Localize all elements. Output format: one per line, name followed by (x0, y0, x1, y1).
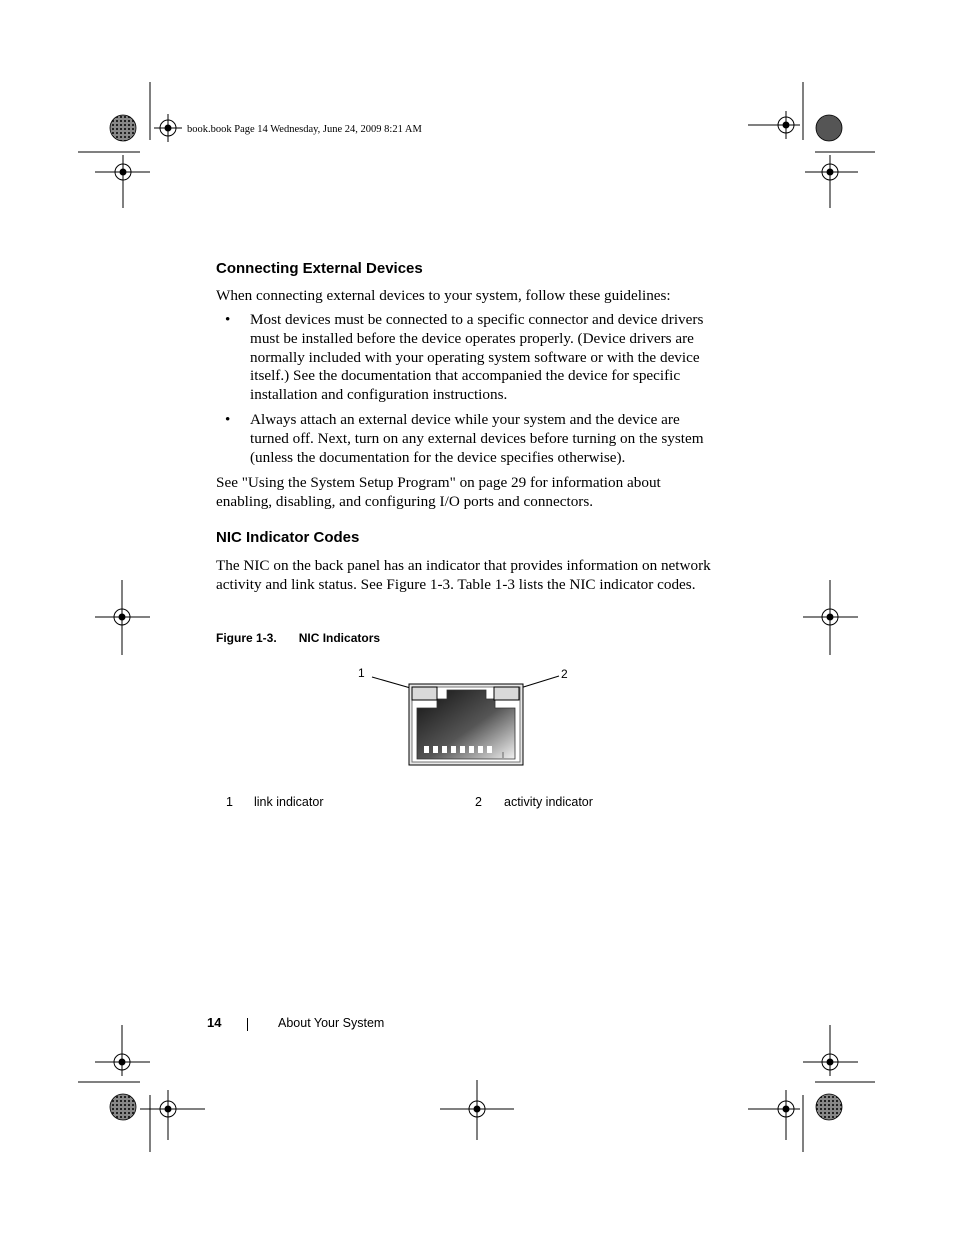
legend-label-activity-indicator: activity indicator (504, 795, 593, 809)
list-item (216, 311, 716, 405)
figure-title: NIC Indicators (298, 631, 381, 645)
legend-label-link-indicator: link indicator (254, 795, 324, 809)
bullet-icon: • (225, 311, 231, 328)
footer-section-title: About Your System (278, 1016, 385, 1030)
registration-mark-bottom-right (748, 1025, 875, 1152)
bullet-icon: • (225, 410, 231, 428)
footer-divider (247, 1018, 248, 1031)
activity-indicator-led (494, 687, 519, 700)
figure-number: Figure 1-3. (216, 631, 277, 645)
section-heading-connecting-devices: Connecting External Devices (216, 260, 423, 277)
callout-leader-1 (372, 677, 414, 689)
bullet-text: Always attach an external device while your system and the device are turned off. Next, turn on any external devices before turning on the system (unless the documentation for the device specifies otherwise). (250, 410, 704, 466)
see-also-paragraph: See "Using the System Setup Program" on page 29 for information about enabling, disabling, and configuring I/O ports and connectors. (216, 474, 661, 510)
registration-mark-mid-right (803, 580, 858, 655)
registration-mark-bottom-center (440, 1080, 514, 1140)
registration-mark-bottom-left (78, 1025, 205, 1152)
registration-mark-top-right (748, 82, 875, 208)
registration-mark-top-left (78, 82, 182, 208)
intro-paragraph: When connecting external devices to your system, follow these guidelines: (216, 287, 671, 304)
print-slug: book.book Page 14 Wednesday, June 24, 2009 8:21 AM (187, 124, 422, 135)
legend-number-2: 2 (475, 795, 482, 809)
nic-body-paragraph: The NIC on the back panel has an indicator that provides information on network activity and link status. See Figure 1-3. Table 1-3 lists the NIC indicator codes. (216, 557, 711, 593)
list-item (216, 411, 716, 467)
link-indicator-led (412, 687, 437, 700)
bullet-text: Most devices must be connected to a specific connector and device drivers must be installed before the device operates properly. (Device drivers are normally included with your operating system software or with the device itself.) See the documentation that accompanied the device for specific installation and configuration instructions. (250, 311, 704, 404)
callout-number-1: 1 (358, 666, 365, 680)
registration-mark-mid-left (95, 580, 150, 655)
legend-number-1: 1 (226, 795, 233, 809)
guidelines-list (216, 311, 716, 467)
section-heading-nic-indicator-codes: NIC Indicator Codes (216, 529, 360, 546)
page-number: 14 (207, 1015, 222, 1030)
figure-caption (216, 631, 380, 645)
callout-number-2: 2 (561, 667, 568, 681)
nic-port-illustration (355, 660, 575, 775)
